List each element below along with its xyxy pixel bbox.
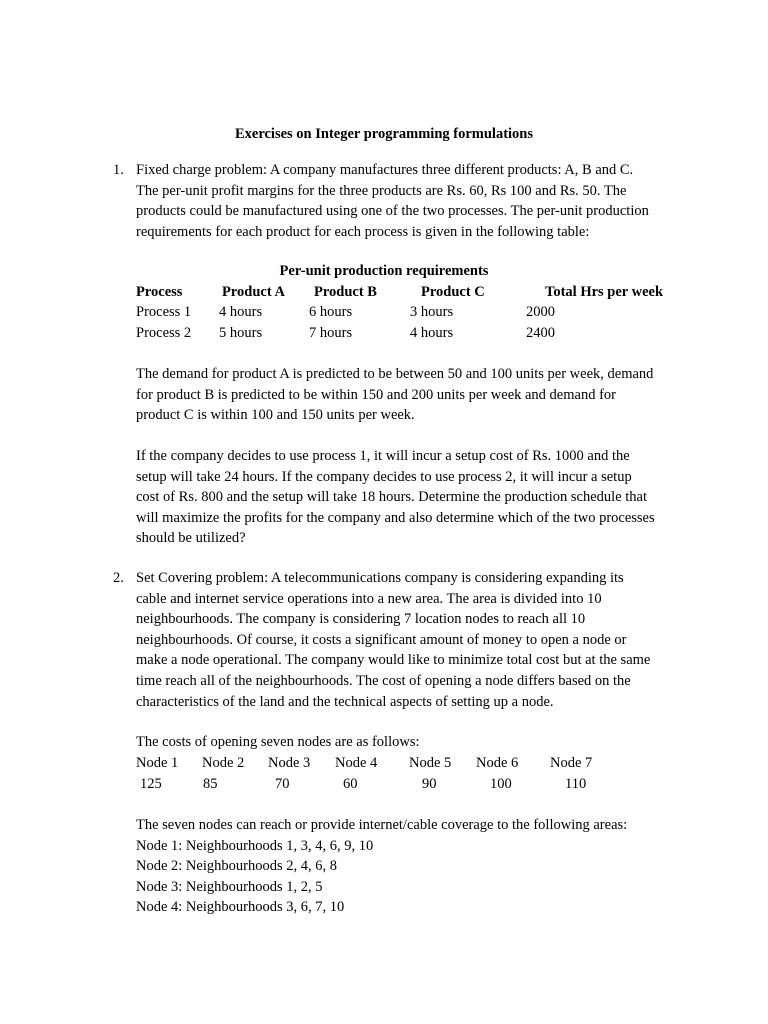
node-header: Node 6 — [476, 755, 519, 771]
node-cost: 125 — [140, 776, 162, 792]
coverage-line: Node 1: Neighbourhoods 1, 3, 4, 6, 9, 10 — [136, 837, 374, 854]
text-line: The demand for product A is predicted to be between 50 and 100 units per week, demand — [136, 366, 654, 382]
table-header-process: Process — [136, 284, 183, 300]
text-line: cost of Rs. 800 and the setup will take 18 hours. Determine the production schedule that — [136, 489, 648, 506]
node-header: Node 1 — [136, 755, 179, 771]
coverage-line: Node 2: Neighbourhoods 2, 4, 6, 8 — [136, 858, 337, 875]
node-cost: 110 — [565, 776, 587, 792]
text-line: Fixed charge problem: A company manufactures three different products: A, B and C. — [136, 162, 634, 178]
text-line: cable and internet service operations into a new area. The area is divided into 10 — [136, 590, 602, 607]
table-cell: 5 hours — [219, 325, 263, 341]
text-line: time reach all of the neighbourhoods. The cost of opening a node differs based on the — [136, 672, 631, 689]
coverage-line: Node 3: Neighbourhoods 1, 2, 5 — [136, 878, 323, 895]
text-line: neighbourhoods. Of course, it costs a significant amount of money to open a node or — [136, 631, 627, 648]
table-title: Per-unit production requirements — [279, 263, 489, 279]
text-line: make a node operational. The company would like to minimize total cost but at the same — [136, 652, 651, 669]
node-header: Node 7 — [550, 755, 593, 771]
table-cell: 4 hours — [410, 325, 454, 341]
text-line: setup will take 24 hours. If the company decides to use process 2, it will incur a setup — [136, 468, 632, 485]
text-line: should be utilized? — [136, 530, 246, 547]
node-header: Node 5 — [409, 755, 452, 771]
coverage-section — [136, 815, 681, 918]
node-cost: 90 — [422, 776, 437, 792]
text-line: neighbourhoods. The company is considering 7 location nodes to reach all 10 — [136, 611, 586, 628]
table-header-product-a: Product A — [222, 284, 285, 300]
table-cell: 3 hours — [410, 304, 454, 320]
question-1-number: 1. — [113, 162, 124, 178]
node-header: Node 4 — [335, 755, 378, 771]
text-line: If the company decides to use process 1, it will incur a setup cost of Rs. 1000 and the — [136, 448, 630, 464]
text-line: for product B is predicted to be within 150 and 200 units per week and demand for — [136, 386, 616, 403]
table-cell: 4 hours — [219, 304, 263, 320]
table-header-product-b: Product B — [314, 284, 377, 300]
text-line: product C is within 100 and 150 units per week. — [136, 407, 415, 424]
node-cost: 60 — [343, 776, 358, 792]
question-2-intro — [136, 568, 681, 712]
node-cost: 70 — [275, 776, 290, 792]
table-cell: 2400 — [526, 325, 555, 341]
table-cell: Process 2 — [136, 325, 192, 341]
node-cost: 100 — [490, 776, 512, 792]
table-header-total-hours: Total Hrs per week — [545, 284, 664, 300]
question-1-setup — [136, 446, 681, 549]
question-2-number: 2. — [113, 570, 124, 586]
question-1-demand — [136, 364, 681, 426]
text-line: products could be manufactured using one of the two processes. The per-unit production — [136, 203, 649, 220]
table-header-product-c: Product C — [421, 284, 485, 300]
node-header: Node 3 — [268, 755, 311, 771]
text-line: The per-unit profit margins for the three products are Rs. 60, Rs 100 and Rs. 50. The — [136, 182, 627, 199]
node-cost: 85 — [203, 776, 218, 792]
coverage-line: Node 4: Neighbourhoods 3, 6, 7, 10 — [136, 899, 345, 916]
text-line: will maximize the profits for the company and also determine which of the two processes — [136, 509, 655, 526]
text-line: characteristics of the land and the technical aspects of setting up a node. — [136, 693, 554, 710]
text-line: Set Covering problem: A telecommunications company is considering expanding its — [136, 570, 624, 586]
question-1-intro — [136, 160, 681, 242]
coverage-intro: The seven nodes can reach or provide internet/cable coverage to the following areas: — [136, 817, 628, 833]
table-cell: Process 1 — [136, 304, 192, 320]
text-line: requirements for each product for each process is given in the following table: — [136, 223, 590, 240]
table-cell: 6 hours — [309, 304, 353, 320]
costs-intro: The costs of opening seven nodes are as follows: — [136, 734, 420, 750]
document-title: Exercises on Integer programming formulations — [234, 126, 534, 142]
table-cell: 2000 — [526, 304, 555, 320]
node-header: Node 2 — [202, 755, 245, 771]
table-cell: 7 hours — [309, 325, 353, 341]
